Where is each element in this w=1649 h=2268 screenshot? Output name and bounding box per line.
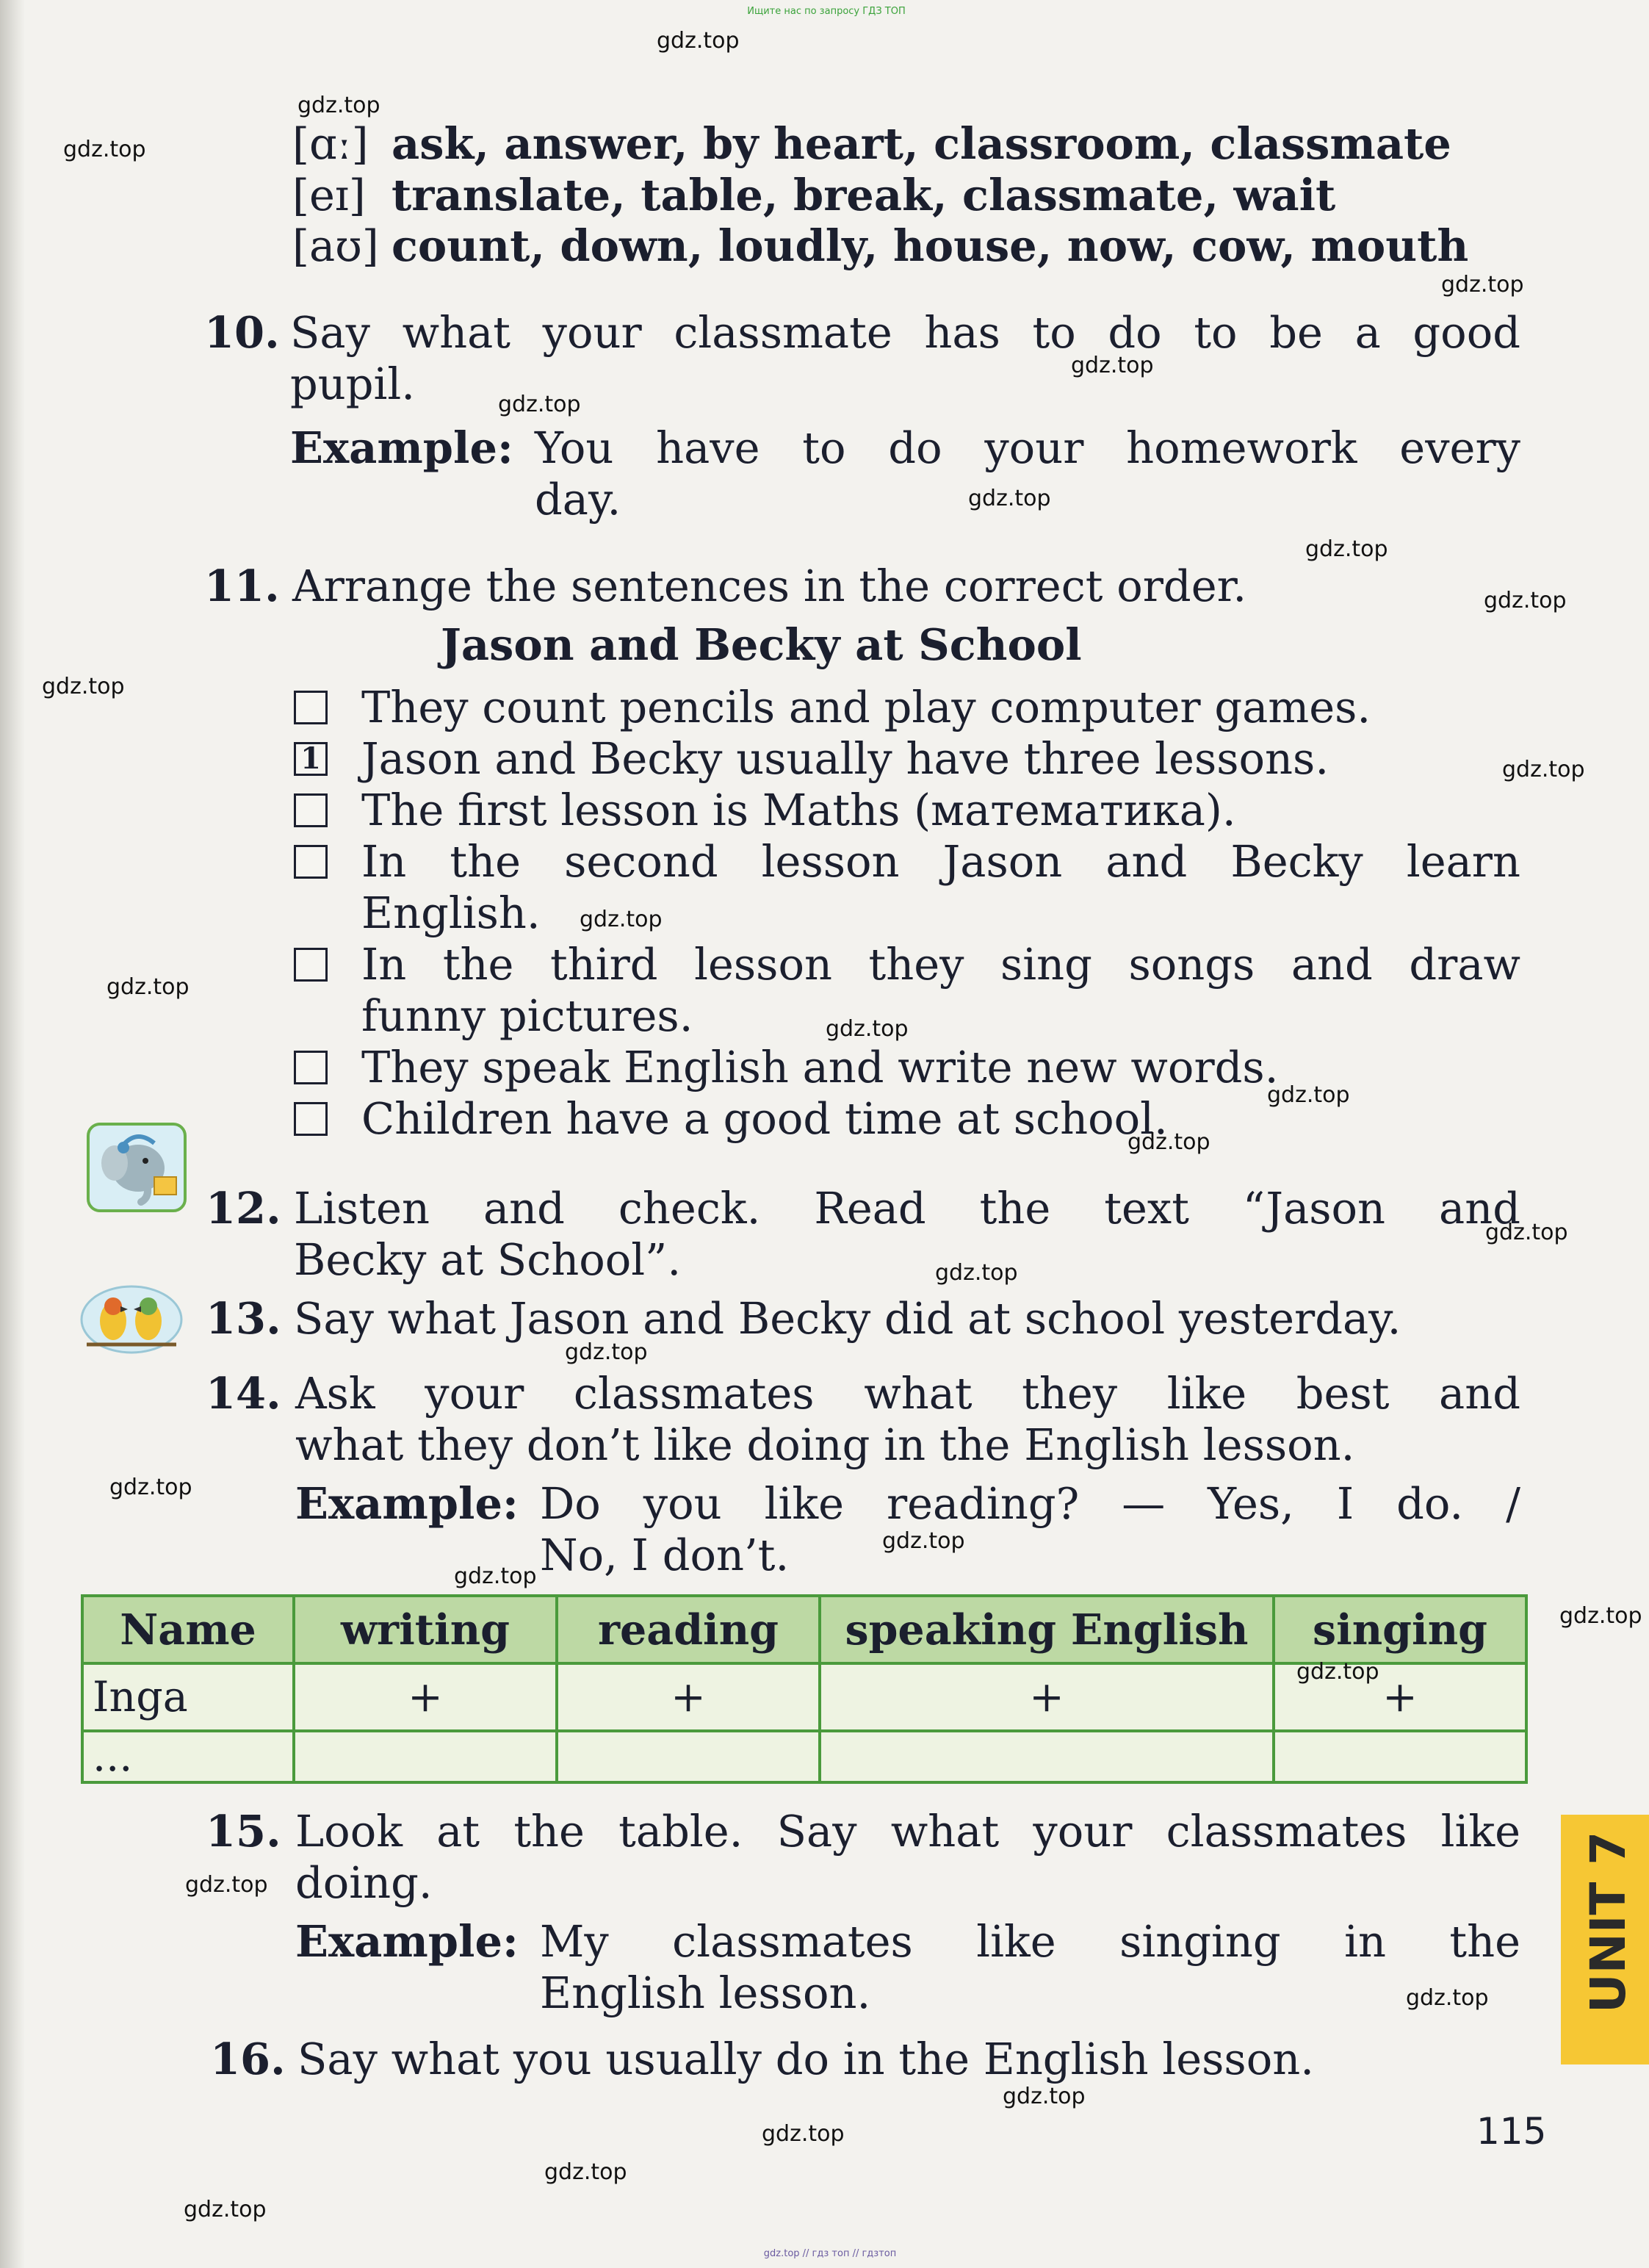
phonetic-words: translate, table, break, classmate, wait	[391, 170, 1336, 220]
watermark: gdz.top	[454, 1563, 537, 1589]
watermark: gdz.top	[1305, 536, 1388, 562]
watermark: gdz.top	[1502, 757, 1585, 782]
phonetics-line-1	[292, 118, 1451, 170]
watermark: gdz.top	[1127, 1129, 1210, 1155]
exercise-number: 16.	[210, 2034, 286, 2084]
column-header: speaking English	[820, 1596, 1274, 1663]
example-text-cont: English lesson.	[540, 1968, 871, 2018]
column-header: Name	[82, 1596, 294, 1663]
exercise-10-text: Say what your classmate has to do to be a good	[290, 307, 1520, 358]
order-checkbox[interactable]	[294, 1102, 328, 1136]
story-title: Jason and Becky at School	[441, 619, 1082, 670]
column-header: reading	[557, 1596, 820, 1663]
page-gutter-shadow	[0, 0, 25, 2268]
exercise-15-text: Look at the table. Say what your classmates like	[295, 1806, 1520, 1857]
table-cell: Inga	[82, 1663, 294, 1731]
watermark: gdz.top	[109, 1475, 192, 1500]
order-checkbox[interactable]	[294, 948, 328, 982]
sentence-text: The first lesson is Maths (математика).	[361, 785, 1236, 835]
example-text: You have to do your homework every	[535, 422, 1520, 473]
phonetic-symbol: [aʊ]	[292, 220, 379, 271]
survey-table	[81, 1594, 1528, 1784]
watermark: gdz.top	[657, 28, 740, 54]
sentence-text: In the second lesson Jason and Becky learn	[361, 836, 1520, 887]
exercise-14-text: Ask your classmates what they like best and	[295, 1368, 1520, 1419]
example-text: My classmates like singing in the	[540, 1916, 1520, 1967]
listen-elephant-icon	[87, 1123, 187, 1212]
sentence-text: In the third lesson they sing songs and draw	[361, 939, 1520, 990]
watermark: gdz.top	[580, 907, 663, 932]
exercise-number: 13.	[206, 1293, 281, 1344]
sentence-text: Jason and Becky usually have three lessons.	[361, 733, 1329, 784]
exercise-12-text-cont: Becky at School”.	[294, 1234, 682, 1285]
watermark: gdz.top	[935, 1260, 1018, 1286]
example-text-cont: No, I don’t.	[540, 1530, 790, 1580]
order-checkbox[interactable]	[294, 1051, 328, 1084]
footer-note: gdz.top // гдз топ // гдзтоп	[763, 2248, 897, 2259]
table-cell: +	[820, 1663, 1274, 1731]
order-checkbox[interactable]	[294, 691, 328, 724]
watermark: gdz.top	[762, 2121, 845, 2147]
watermark: gdz.top	[882, 1528, 965, 1554]
watermark: gdz.top	[544, 2159, 627, 2185]
table-cell	[557, 1731, 820, 1782]
unit-tab-label: UNIT 7	[1580, 1831, 1637, 2013]
watermark: gdz.top	[1406, 1985, 1489, 2011]
example-label: Example:	[295, 1916, 519, 1967]
order-checkbox[interactable]	[294, 845, 328, 879]
sentence-text: They count pencils and play computer games.	[361, 682, 1371, 732]
watermark: gdz.top	[42, 674, 125, 699]
watermark: gdz.top	[1071, 353, 1154, 378]
table-cell	[294, 1731, 557, 1782]
exercise-16-text: Say what you usually do in the English lesson.	[297, 2034, 1314, 2084]
table-cell	[1274, 1731, 1526, 1782]
table-cell: +	[1274, 1663, 1526, 1731]
phonetic-symbol: [ɑː]	[292, 118, 369, 169]
speaking-parrots-icon	[79, 1284, 184, 1355]
phonetic-symbol: [eɪ]	[292, 170, 366, 220]
watermark: gdz.top	[184, 2197, 267, 2222]
column-header: writing	[294, 1596, 557, 1663]
exercise-number: 12.	[206, 1183, 281, 1234]
table-row	[82, 1731, 1526, 1782]
watermark: gdz.top	[826, 1016, 909, 1042]
phonetic-words: ask, answer, by heart, classroom, classmate	[391, 118, 1451, 169]
exercise-number: 15.	[206, 1806, 281, 1857]
table-header-row	[82, 1596, 1526, 1663]
exercise-number: 11.	[204, 561, 280, 611]
phonetics-line-3	[292, 220, 1468, 272]
sentence-text-cont: English.	[361, 888, 541, 938]
watermark: gdz.top	[565, 1339, 648, 1365]
table-cell: +	[294, 1663, 557, 1731]
page-number: 115	[1476, 2110, 1547, 2153]
watermark: gdz.top	[1485, 1220, 1568, 1245]
watermark: gdz.top	[1559, 1603, 1642, 1629]
table-cell: +	[557, 1663, 820, 1731]
sentence-text: They speak English and write new words.	[361, 1042, 1279, 1092]
watermark: gdz.top	[1484, 588, 1567, 613]
watermark: gdz.top	[968, 486, 1051, 511]
column-header: singing	[1274, 1596, 1526, 1663]
exercise-10-text-cont: pupil.	[290, 359, 416, 409]
example-text-cont: day.	[535, 474, 621, 525]
example-label: Example:	[290, 422, 513, 473]
table-cell: ...	[82, 1731, 294, 1782]
exercise-13-text: Say what Jason and Becky did at school yesterday.	[294, 1293, 1401, 1344]
watermark: gdz.top	[297, 93, 380, 118]
exercise-number: 14.	[206, 1368, 281, 1419]
watermark: gdz.top	[498, 392, 581, 417]
exercise-14-text-cont: what they don’t like doing in the English lesson.	[295, 1419, 1355, 1470]
watermark: gdz.top	[1441, 272, 1524, 298]
exercise-12-text: Listen and check. Read the text “Jason and	[294, 1183, 1520, 1234]
sentence-text-cont: funny pictures.	[361, 990, 693, 1041]
watermark: gdz.top	[1003, 2084, 1086, 2109]
order-checkbox[interactable]	[294, 793, 328, 827]
watermark: gdz.top	[1267, 1082, 1350, 1108]
order-checkbox[interactable]: 1	[294, 742, 328, 776]
exercise-number: 10.	[204, 307, 280, 358]
phonetics-line-2	[292, 170, 1335, 221]
table-cell	[820, 1731, 1274, 1782]
header-note: Ищите нас по запросу ГДЗ ТОП	[747, 6, 906, 17]
example-label: Example:	[295, 1478, 519, 1529]
watermark: gdz.top	[1296, 1659, 1379, 1685]
exercise-15-text-cont: doing.	[295, 1857, 433, 1908]
sentence-text: Children have a good time at school.	[361, 1093, 1168, 1144]
watermark: gdz.top	[107, 974, 190, 1000]
watermark: gdz.top	[185, 1872, 268, 1898]
phonetic-words: count, down, loudly, house, now, cow, mouth	[391, 220, 1469, 271]
exercise-11-instruction: Arrange the sentences in the correct order.	[292, 561, 1247, 611]
example-text: Do you like reading? — Yes, I do. /	[540, 1478, 1520, 1529]
watermark: gdz.top	[63, 137, 146, 162]
